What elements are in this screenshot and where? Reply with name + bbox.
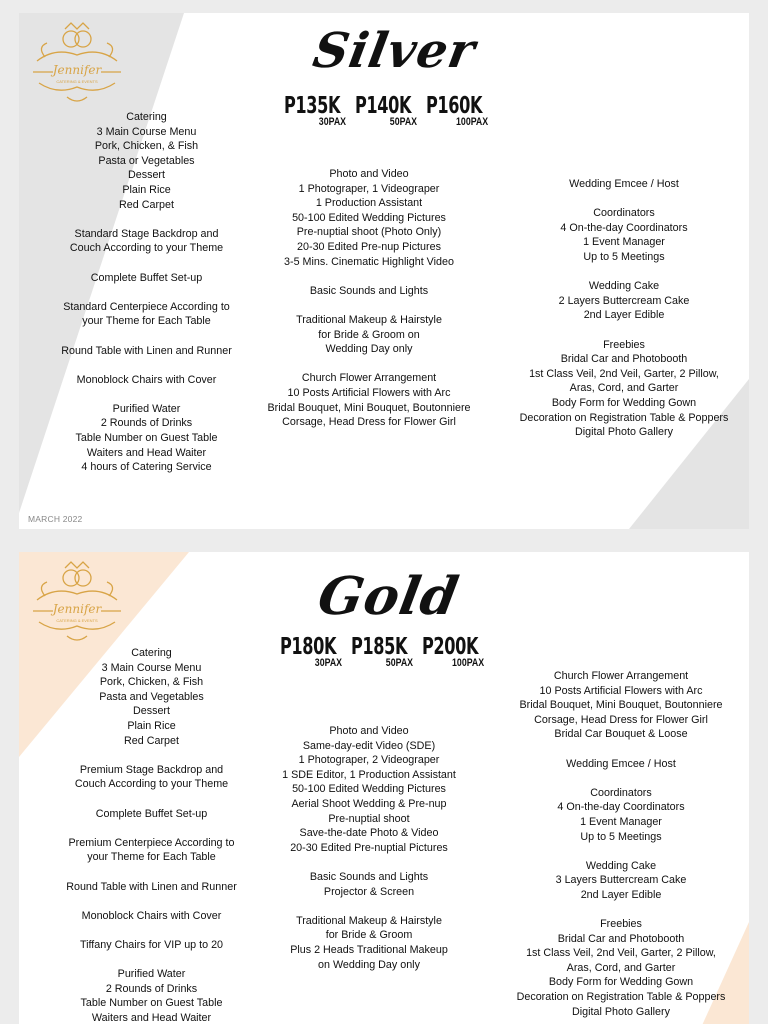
footer-date: MARCH 2022: [28, 514, 83, 524]
gold-package-page: [19, 552, 749, 1024]
inclusion-line: Same-day-edit Video (SDE): [302, 739, 436, 752]
inclusion-line: 4 On-the-day Coordinators: [560, 221, 688, 234]
inclusion-line: Monoblock Chairs with Cover: [81, 909, 222, 922]
inclusion-line: Pre-nuptial shoot (Photo Only): [296, 226, 442, 239]
svg-text:CATERING & EVENTS: CATERING & EVENTS: [56, 618, 98, 623]
inclusion-line: 1 Event Manager: [580, 815, 662, 828]
svg-text:CATERING & EVENTS: CATERING & EVENTS: [56, 79, 98, 84]
inclusion-line: 1st Class Veil, 2nd Veil, Garter, 2 Pillow,: [526, 947, 716, 960]
inclusion-line: [506, 844, 736, 859]
inclusion-line: Bridal Car and Photobooth: [557, 932, 685, 945]
price-pax: 30PAX: [318, 116, 346, 128]
inclusion-line: Pasta and Vegetables: [99, 690, 204, 703]
inclusion-line: Freebies: [603, 338, 645, 351]
inclusion-line: Monoblock Chairs with Cover: [76, 373, 217, 386]
inclusions-column: [44, 646, 260, 1024]
price-value: P160K: [426, 93, 483, 119]
inclusion-line: Aerial Shoot Wedding & Pre-nup: [291, 797, 447, 810]
inclusion-line: Plain Rice: [122, 183, 171, 196]
inclusion-line: Tiffany Chairs for VIP up to 20: [79, 938, 224, 951]
inclusion-line: Pasta or Vegetables: [98, 154, 195, 167]
inclusion-line: 3 Main Course Menu: [96, 125, 197, 138]
inclusion-line: 2nd Layer Edible: [580, 888, 662, 901]
inclusions-column: [263, 167, 474, 430]
inclusion-line: 4 hours of Catering Service: [81, 461, 212, 474]
inclusion-line: Table Number on Guest Table: [80, 997, 223, 1010]
inclusion-line: Aras, Cord, and Garter: [566, 961, 676, 974]
price-pax: 50PAX: [389, 116, 417, 128]
inclusion-line: 50-100 Edited Wedding Pictures: [292, 211, 446, 224]
inclusion-line: Complete Buffet Set-up: [90, 271, 203, 284]
inclusion-line: Complete Buffet Set-up: [95, 807, 208, 820]
inclusion-line: Dessert: [132, 705, 170, 718]
inclusion-line: your Theme for Each Table: [82, 315, 211, 328]
inclusion-line: [509, 265, 739, 280]
inclusion-line: Wedding Emcee / Host: [566, 757, 676, 770]
inclusion-line: [44, 952, 260, 967]
inclusions-column: [509, 177, 739, 440]
price-value: P135K: [284, 93, 341, 119]
package-title: Silver: [309, 23, 480, 79]
price-value: P140K: [355, 93, 412, 119]
price-item: [284, 95, 346, 128]
inclusion-line: Body Form for Wedding Gown: [551, 396, 697, 409]
price-pax: 100PAX: [451, 657, 484, 669]
inclusion-line: Couch According to your Theme: [69, 242, 224, 255]
inclusion-line: Aras, Cord, and Garter: [569, 382, 679, 395]
inclusion-line: Waiters and Head Waiter: [86, 446, 207, 459]
inclusion-line: Photo and Video: [329, 168, 409, 180]
inclusion-line: [263, 269, 474, 284]
inclusion-line: Traditional Makeup & Hairstyle: [296, 313, 442, 326]
inclusion-line: your Theme for Each Table: [87, 851, 216, 864]
inclusions-column: [273, 724, 465, 972]
inclusion-line: 10 Posts Artificial Flowers with Arc: [287, 386, 451, 399]
inclusion-line: Waiters and Head Waiter: [91, 1011, 212, 1024]
inclusion-line: Decoration on Registration Table & Poppers: [516, 991, 726, 1004]
inclusion-line: 1st Class Veil, 2nd Veil, Garter, 2 Pillow,: [529, 367, 719, 380]
inclusion-line: 50-100 Edited Wedding Pictures: [292, 783, 446, 796]
inclusion-line: Purified Water: [112, 402, 181, 415]
inclusion-line: Couch According to your Theme: [74, 778, 229, 791]
inclusion-line: [273, 855, 465, 870]
inclusion-line: [509, 323, 739, 338]
inclusion-line: [44, 821, 260, 836]
svg-text:Jennifer: Jennifer: [52, 602, 102, 616]
package-title: Gold: [313, 566, 464, 627]
inclusion-line: 20-30 Edited Pre-nup Pictures: [297, 240, 441, 253]
price-pax: 100PAX: [455, 116, 488, 128]
inclusion-line: Wedding Cake: [585, 859, 657, 872]
inclusion-line: 1 SDE Editor, 1 Production Assistant: [282, 768, 456, 781]
inclusion-line: 2nd Layer Edible: [583, 309, 665, 322]
price-list: [280, 636, 484, 669]
price-pax: 30PAX: [314, 657, 342, 669]
inclusion-line: Corsage, Head Dress for Flower Girl: [282, 416, 456, 429]
inclusion-line: for Bride & Groom on: [318, 328, 420, 341]
inclusion-line: 3 Layers Buttercream Cake: [555, 874, 687, 887]
inclusion-line: Purified Water: [117, 968, 186, 981]
inclusion-line: Church Flower Arrangement: [301, 372, 437, 385]
inclusion-line: Red Carpet: [124, 734, 179, 747]
inclusion-line: Standard Stage Backdrop and: [74, 227, 219, 240]
inclusion-line: Digital Photo Gallery: [575, 426, 673, 439]
inclusion-line: Premium Centerpiece According to: [68, 836, 235, 849]
silver-package-page: [19, 13, 749, 529]
inclusion-line: [43, 212, 249, 227]
inclusion-line: Catering: [131, 647, 172, 659]
inclusion-line: 1 Event Manager: [583, 236, 665, 249]
inclusion-line: [43, 387, 249, 402]
inclusion-line: Bridal Car Bouquet & Loose: [554, 728, 688, 741]
inclusion-line: 2 Layers Buttercream Cake: [558, 294, 690, 307]
inclusion-line: Catering: [126, 111, 167, 123]
inclusion-line: Bridal Bouquet, Mini Bouquet, Boutonniere: [267, 401, 471, 414]
inclusion-line: Round Table with Linen and Runner: [61, 344, 232, 357]
inclusion-line: Red Carpet: [119, 198, 174, 211]
price-item: [426, 95, 488, 128]
inclusion-line: 3-5 Mins. Cinematic Highlight Video: [284, 255, 454, 268]
inclusion-line: 2 Rounds of Drinks: [105, 982, 198, 995]
inclusion-line: Plain Rice: [127, 719, 176, 732]
inclusion-line: Round Table with Linen and Runner: [66, 880, 237, 893]
inclusion-line: 4 On-the-day Coordinators: [557, 801, 685, 814]
inclusion-line: Standard Centerpiece According to: [63, 300, 230, 313]
inclusion-line: [509, 192, 739, 207]
inclusion-line: Body Form for Wedding Gown: [548, 976, 694, 989]
inclusion-line: [44, 923, 260, 938]
price-item: [422, 636, 484, 669]
inclusion-line: [273, 899, 465, 914]
inclusion-line: Wedding Day only: [325, 343, 413, 356]
inclusion-line: [506, 771, 736, 786]
inclusion-line: Wedding Cake: [588, 280, 660, 293]
inclusion-line: Coordinators: [590, 786, 652, 799]
inclusion-line: Up to 5 Meetings: [583, 250, 665, 263]
inclusion-line: [506, 903, 736, 918]
price-list: [284, 95, 488, 128]
inclusion-line: [43, 285, 249, 300]
inclusion-line: Premium Stage Backdrop and: [79, 763, 224, 776]
brand-logo: [27, 556, 127, 648]
inclusion-line: for Bride & Groom: [325, 929, 413, 942]
inclusion-line: Bridal Bouquet, Mini Bouquet, Boutonniere: [519, 699, 723, 712]
inclusion-line: Basic Sounds and Lights: [309, 870, 429, 883]
inclusion-line: Church Flower Arrangement: [553, 670, 689, 682]
inclusion-line: Pork, Chicken, & Fish: [94, 140, 199, 153]
inclusion-line: Traditional Makeup & Hairstyle: [296, 914, 442, 927]
inclusion-line: [43, 256, 249, 271]
inclusion-line: Save-the-date Photo & Video: [299, 827, 439, 840]
inclusions-column: [506, 669, 736, 1019]
inclusion-line: Table Number on Guest Table: [75, 432, 218, 445]
price-pax: 50PAX: [385, 657, 413, 669]
price-item: [280, 636, 342, 669]
inclusion-line: 2 Rounds of Drinks: [100, 417, 193, 430]
inclusion-line: [44, 748, 260, 763]
inclusion-line: [263, 357, 474, 372]
inclusion-line: [44, 865, 260, 880]
svg-text:Jennifer: Jennifer: [52, 63, 102, 77]
inclusion-line: Decoration on Registration Table & Poppers: [519, 411, 729, 424]
brand-logo: [27, 17, 127, 109]
price-item: [351, 636, 413, 669]
inclusion-line: Corsage, Head Dress for Flower Girl: [534, 713, 708, 726]
inclusion-line: [506, 742, 736, 757]
price-value: P200K: [422, 634, 479, 660]
inclusion-line: Photo and Video: [329, 725, 409, 737]
inclusion-line: [43, 329, 249, 344]
inclusion-line: 1 Photograper, 1 Videograper: [298, 182, 440, 195]
price-value: P180K: [280, 634, 337, 660]
price-value: P185K: [351, 634, 408, 660]
inclusion-line: Plus 2 Heads Traditional Makeup: [290, 943, 448, 956]
inclusion-line: Freebies: [600, 918, 642, 931]
inclusion-line: [44, 792, 260, 807]
price-item: [355, 95, 417, 128]
inclusion-line: Coordinators: [593, 207, 655, 220]
inclusion-line: Bridal Car and Photobooth: [560, 353, 688, 366]
inclusion-line: Digital Photo Gallery: [572, 1005, 670, 1018]
inclusion-line: [44, 894, 260, 909]
inclusion-line: 1 Production Assistant: [315, 197, 423, 210]
inclusions-column: [43, 110, 249, 475]
inclusion-line: Pork, Chicken, & Fish: [99, 676, 204, 689]
inclusion-line: Wedding Emcee / Host: [569, 178, 679, 190]
inclusion-line: Pre-nuptial shoot: [328, 812, 410, 825]
inclusion-line: 10 Posts Artificial Flowers with Arc: [539, 684, 703, 697]
inclusion-line: [43, 358, 249, 373]
inclusion-line: 1 Photograper, 2 Videograper: [298, 754, 440, 767]
inclusion-line: 3 Main Course Menu: [101, 661, 202, 674]
inclusion-line: Projector & Screen: [323, 885, 415, 898]
inclusion-line: Dessert: [127, 169, 165, 182]
inclusion-line: [263, 298, 474, 313]
inclusion-line: Basic Sounds and Lights: [309, 284, 429, 297]
inclusion-line: Up to 5 Meetings: [580, 830, 662, 843]
inclusion-line: on Wedding Day only: [318, 958, 420, 971]
inclusion-line: 20-30 Edited Pre-nuptial Pictures: [290, 841, 448, 854]
